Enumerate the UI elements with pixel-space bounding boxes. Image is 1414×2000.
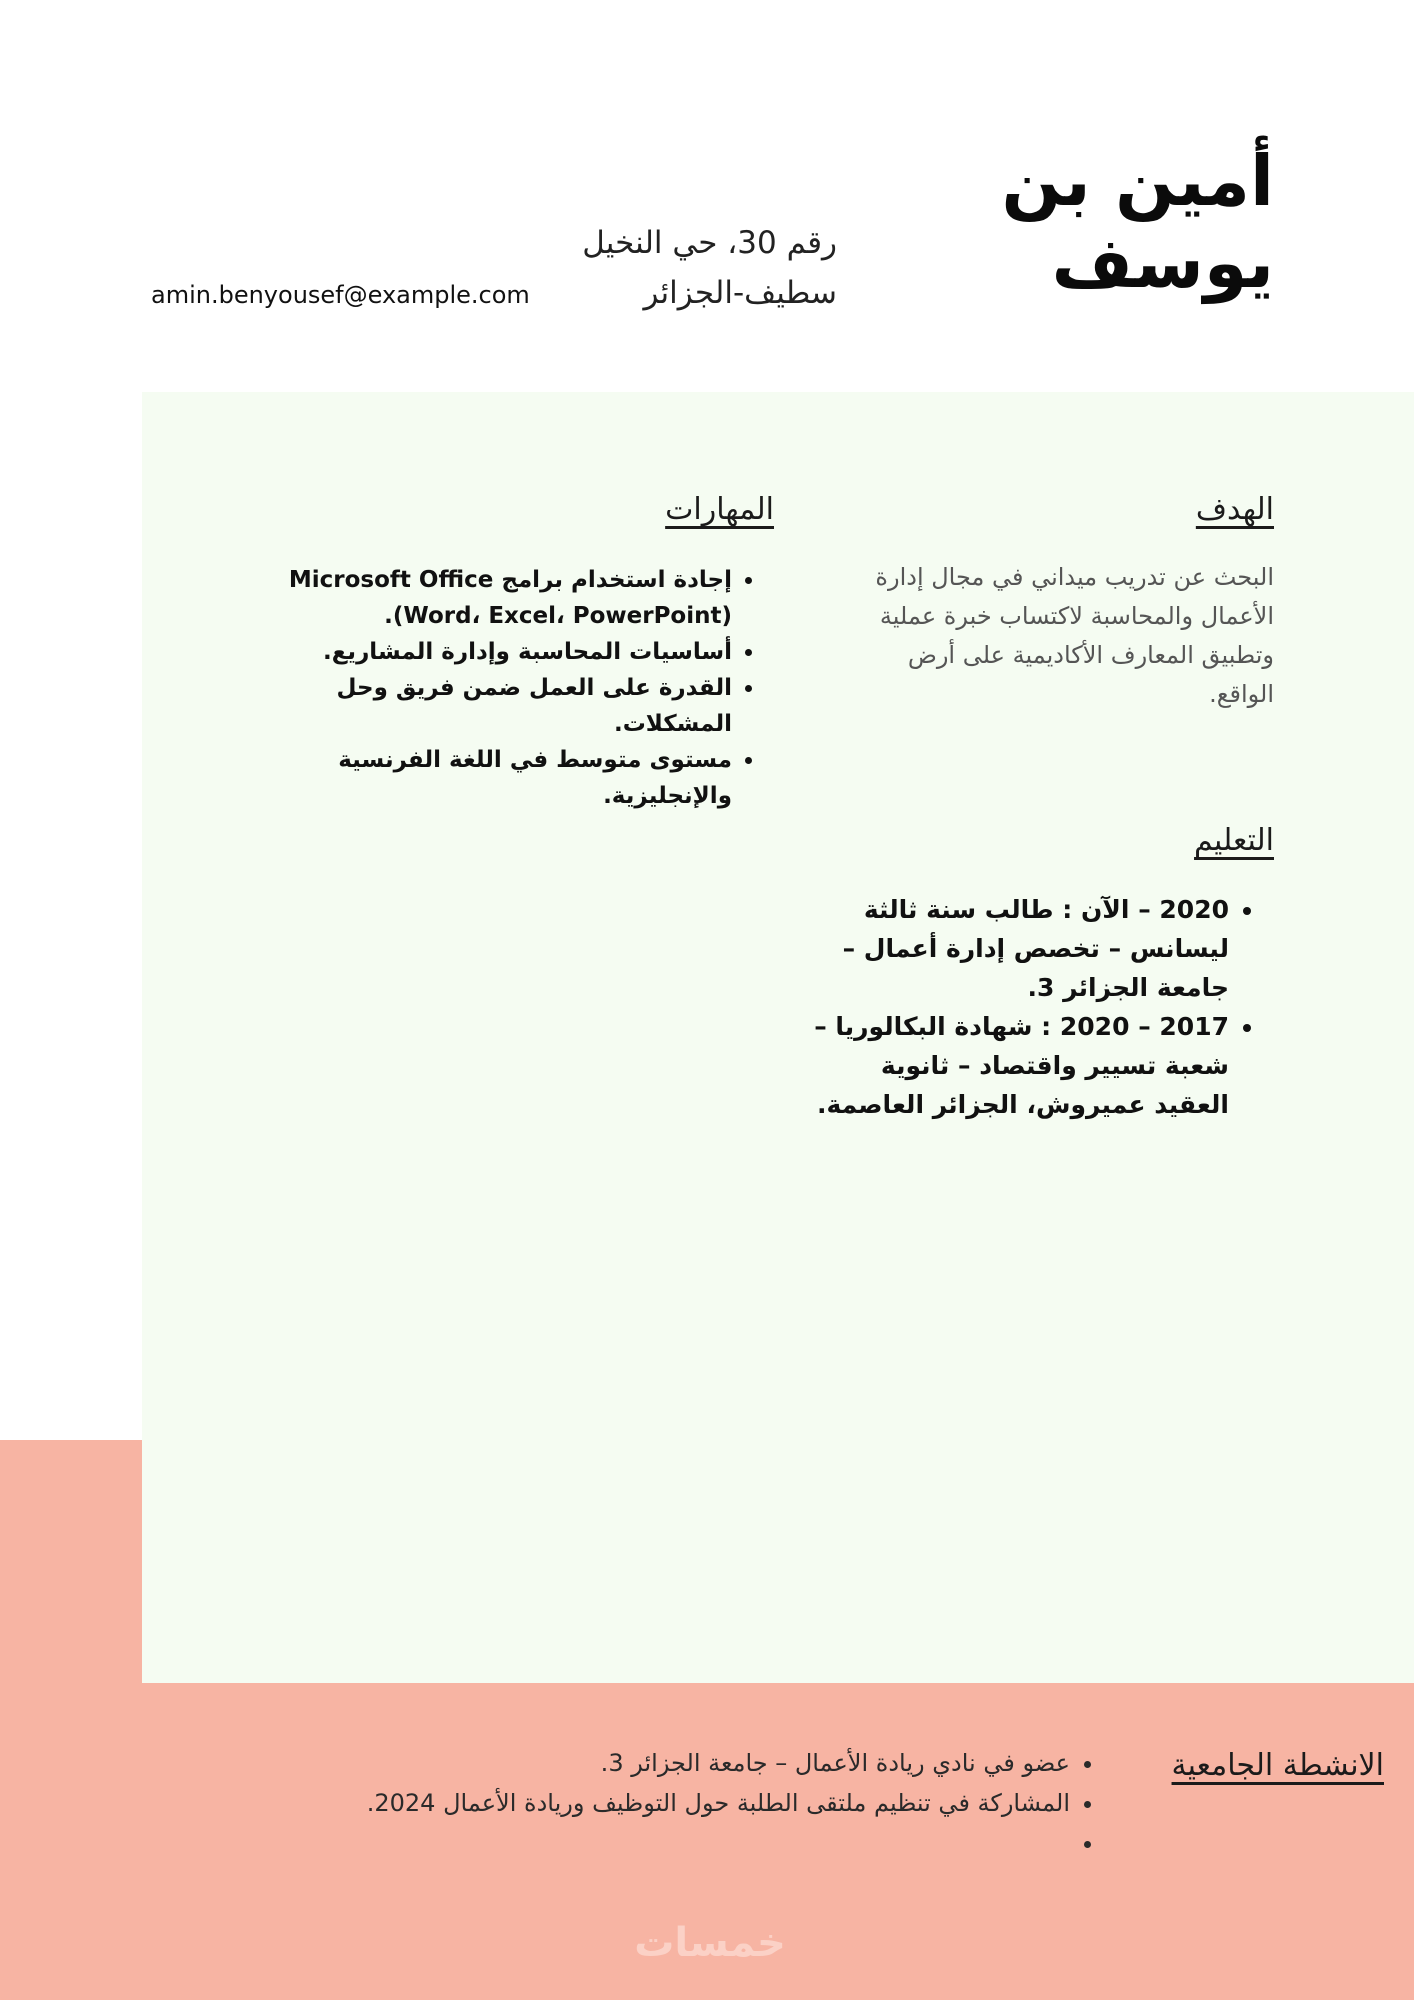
skill-item: • إجادة استخدام برامج Microsoft Office (Word، Excel، PowerPoint). [262,562,732,634]
name-line-1: أمين بن [1001,140,1274,222]
skills-list [262,562,774,814]
skills-title: المهارات [665,492,774,527]
email-address[interactable]: amin.benyousef@example.com [151,281,530,309]
watermark-logo: خمسات [634,1920,786,1966]
skill-item: • أساسيات المحاسبة وإدارة المشاريع. [262,634,732,670]
activity-item: • المشاركة في تنظيم ملتقى الطلبة حول التوظيف وريادة الأعمال 2024. [170,1783,1070,1823]
name-block [914,140,1274,304]
name-line-2: يوسف [1051,222,1274,304]
address-line-2: سطيف-الجزائر [643,275,837,311]
education-item: • 2020 – الآن : طالب سنة ثالثة ليسانس – تخصص إدارة أعمال – جامعة الجزائر 3. [799,890,1229,1007]
skill-item: • مستوى متوسط في اللغة الفرنسية والإنجليزية. [262,742,732,814]
skill-item: • القدرة على العمل ضمن فريق وحل المشكلات. [262,670,732,742]
activity-item-empty [170,1823,1070,1863]
activities-title: الانشطة الجامعية [1171,1748,1384,1783]
education-item: • 2017 – 2020 : شهادة البكالوريا – شعبة تسيير واقتصاد – ثانوية العقيد عميروش، الجزائر العاصمة. [799,1007,1229,1124]
objective-title: الهدف [1195,492,1274,527]
education-title: التعليم [1194,823,1274,858]
activities-list [170,1743,1104,1863]
activity-item: • عضو في نادي ريادة الأعمال – جامعة الجزائر 3. [170,1743,1070,1783]
address-line-1: رقم 30، حي النخيل [582,225,837,261]
objective-text: البحث عن تدريب ميداني في مجال إدارة الأعمال والمحاسبة لاكتساب خبرة عملية وتطبيق المعارف الأكاديمية على أرض الواقع. [875,563,1274,708]
education-list [799,890,1274,1124]
